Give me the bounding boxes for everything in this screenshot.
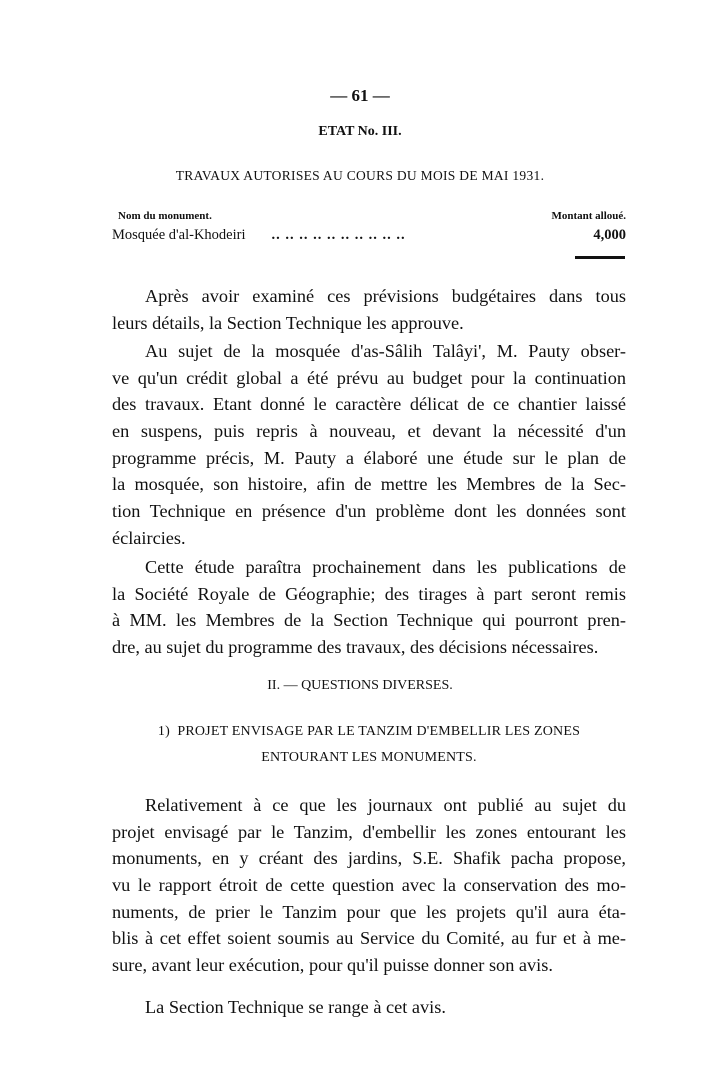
amount: 4,000: [593, 227, 626, 243]
text-line: dre, au sujet du programme des travaux, des décisions nécessaires.: [112, 637, 599, 658]
subsection-heading: [112, 719, 626, 771]
heading-line: 1) PROJET ENVISAGE PAR LE TANZIM D'EMBELLIR LES ZONES: [157, 724, 581, 739]
text-line: numents, de prier le Tanzim pour que les projets qu'il aura éta-: [112, 901, 626, 922]
heading-line: ENTOURANT LES MONUMENTS.: [261, 750, 477, 765]
total-rule: [575, 256, 625, 259]
text-line: blis à cet effet soient soumis au Service du Comité, au fur et à me-: [112, 928, 626, 949]
paragraph-4: [112, 792, 626, 979]
text-line: la Société Royale de Géographie; des tirages à part seront remis: [112, 583, 626, 604]
text-line: en suspens, puis repris à nouveau, et devant la nécessité d'un: [112, 421, 626, 442]
text-line: Au sujet de la mosquée d'as-Sâlih Talâyi', M. Pauty obser-: [145, 341, 626, 361]
column-header-name: Nom du monument.: [118, 210, 212, 222]
table-title: TRAVAUX AUTORISES AU COURS DU MOIS DE MAI 1931.: [175, 168, 545, 183]
text-line: tion Technique en présence d'un problème dont les données sont: [112, 501, 626, 522]
text-line: La Section Technique se range à cet avis.: [145, 997, 446, 1017]
text-line: éclaircies.: [112, 527, 186, 548]
text-line: ve qu'un crédit global a été prévu au budget pour la continuation: [112, 367, 626, 388]
text-line: monuments, en y créant des jardins, S.E. Shafik pacha propose,: [112, 848, 626, 869]
text-line: Après avoir examiné ces prévisions budgétaires dans tous: [145, 286, 626, 306]
text-line: Cette étude paraîtra prochainement dans les publications de: [145, 557, 626, 577]
text-line: Relativement à ce que les journaux ont publié au sujet du: [145, 795, 626, 815]
paragraph-2: [112, 338, 626, 552]
table-row: [112, 227, 626, 244]
section-heading: II. — QUESTIONS DIVERSES.: [267, 678, 453, 693]
etat-title: ETAT No. III.: [318, 124, 402, 139]
page-number: — 61 —: [330, 86, 390, 105]
paragraph-3: [112, 554, 626, 661]
text-line: programme précis, M. Pauty a élaboré une étude sur le plan de: [112, 447, 626, 468]
text-line: des travaux. Etant donné le caractère délicat de ce chantier laissé: [112, 394, 626, 415]
paragraph-5: [112, 994, 626, 1021]
text-line: leurs détails, la Section Technique les approuve.: [112, 312, 464, 333]
text-line: projet envisagé par le Tanzim, d'embellir les zones entourant les: [112, 821, 626, 842]
column-header-amount: Montant alloué.: [551, 210, 626, 222]
text-line: la mosquée, son histoire, afin de mettre les Membres de la Sec-: [112, 474, 626, 495]
text-line: sure, avant leur exécution, pour qu'il puisse donner son avis.: [112, 955, 553, 976]
leader-dots: .. .. .. .. .. .. .. .. .. ..: [271, 227, 406, 243]
text-line: vu le rapport étroit de cette question avec la conservation des mo-: [112, 875, 626, 896]
paragraph-1: [112, 283, 626, 336]
monument-name: Mosquée d'al-Khodeiri: [112, 227, 246, 243]
text-line: à MM. les Membres de la Section Technique qui pourront pren-: [112, 610, 626, 631]
